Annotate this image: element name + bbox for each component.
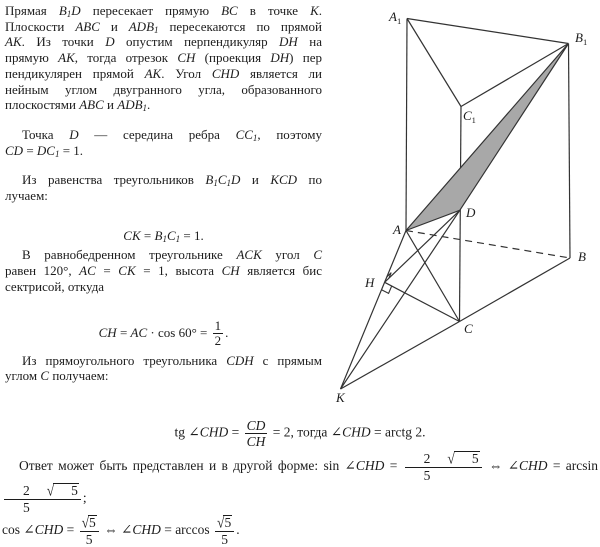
- text-run: пересекаются по прямой: [158, 18, 322, 34]
- text-run: . Из точки: [21, 34, 106, 50]
- text-run: .: [236, 522, 240, 538]
- math-var: CK: [123, 227, 141, 243]
- text-run: Плоскости: [5, 18, 76, 34]
- fraction: [215, 515, 234, 547]
- edge-b1-b: [569, 44, 571, 259]
- math-var: CHD: [132, 522, 161, 538]
- text-run: .: [225, 324, 229, 340]
- text-run: 2: [423, 451, 431, 467]
- text-run: 5: [423, 468, 431, 484]
- line-a-k: [341, 231, 407, 390]
- math-var: $CC_1$: [235, 126, 258, 143]
- text-run: =: [228, 424, 243, 440]
- text-run: углом: [5, 368, 41, 384]
- math-var: $B_1$: [205, 172, 218, 189]
- math-var: $B_1$: [154, 227, 167, 244]
- text-run: равен 120°,: [5, 263, 80, 279]
- text-run: по: [297, 172, 322, 188]
- vertex-label-C: C: [464, 321, 473, 336]
- text-run: 5: [23, 500, 30, 516]
- text-run: . Угол: [161, 65, 212, 81]
- edge-a1-c1: [407, 19, 461, 107]
- text-run: ⇔ ∠: [100, 522, 133, 538]
- math-var: K: [310, 3, 319, 18]
- text-run: в точке: [237, 3, 311, 18]
- text-run: Точка: [22, 126, 70, 142]
- math-var: C: [313, 247, 322, 263]
- paragraph: [2, 451, 598, 547]
- fraction: [4, 483, 81, 515]
- math-var: ABC: [75, 18, 100, 34]
- text-run: лучаем:: [5, 188, 48, 204]
- math-var: ACK: [236, 247, 262, 263]
- fraction: [80, 515, 99, 547]
- math-var: CH: [246, 434, 266, 450]
- text-run: пендикулярен прямой: [5, 65, 145, 81]
- edge-a1-b1: [407, 19, 569, 44]
- text-run: и: [240, 172, 271, 188]
- text-run: =: [140, 227, 155, 243]
- math-var: CHD: [519, 458, 548, 474]
- text-run: = arccos: [160, 522, 214, 538]
- text-run: 2: [23, 483, 30, 499]
- text-run: cos ∠: [2, 522, 35, 538]
- math-var: $C_1$: [166, 227, 181, 244]
- math-var: D: [69, 126, 79, 142]
- text-run: получаем:: [49, 368, 109, 384]
- vertex-label-H: H: [365, 275, 375, 290]
- math-var: CD: [246, 418, 266, 433]
- text-line: [2, 451, 598, 515]
- text-run: Прямая: [5, 3, 59, 18]
- text-run: на: [297, 34, 322, 50]
- square-root: √ 5: [46, 482, 78, 500]
- vertex-label-B1: $B_1$: [575, 30, 588, 47]
- text-run: .: [318, 3, 322, 18]
- math-var: KCD: [270, 172, 298, 188]
- math-var: D: [231, 172, 241, 188]
- text-run: =: [95, 263, 119, 279]
- math-var: CHD: [355, 458, 385, 474]
- bottom-formulas: [2, 410, 598, 547]
- line-c-k: [341, 322, 460, 390]
- text-run: = 2, тогда ∠: [269, 424, 343, 440]
- text-run: угол: [261, 247, 314, 263]
- square-root: √5: [81, 514, 96, 532]
- text-run: =: [384, 458, 403, 474]
- math-var: DH: [270, 50, 290, 66]
- text-line: [2, 515, 598, 547]
- text-run: пересекает прямую: [80, 3, 222, 18]
- vertex-label-A: A: [393, 222, 401, 237]
- text-run: Ответ может быть представлен и в другой форме: sin ∠: [19, 458, 356, 474]
- text-run: =: [116, 324, 131, 340]
- text-run: опустим перпендикуляр: [114, 34, 280, 50]
- text-run: является ли: [239, 65, 323, 81]
- text-run: tg ∠: [174, 424, 200, 440]
- math-var: CHD: [34, 522, 64, 538]
- text-run: прямую: [5, 50, 59, 66]
- fraction: [405, 451, 482, 483]
- square-root: √ 5: [447, 450, 479, 468]
- text-run: · cos 60° =: [147, 324, 211, 340]
- text-run: с прямым: [253, 352, 322, 368]
- text-run: 1: [214, 317, 222, 333]
- vertex-label-C1: $C_1$: [463, 108, 476, 125]
- math-var: CH: [98, 324, 117, 340]
- text-run: и: [99, 18, 129, 34]
- text-run: 5: [221, 531, 228, 547]
- vertex-label-A1: $A_1$: [389, 9, 402, 26]
- math-var: D: [105, 34, 115, 50]
- math-var: AC: [79, 263, 96, 279]
- vertex-label-K: K: [336, 390, 345, 405]
- math-var: CK: [118, 263, 136, 279]
- math-var: C: [40, 368, 50, 384]
- math-var: CHD: [342, 424, 371, 440]
- text-run: нейным углом двугранного угла, образованного: [5, 81, 322, 97]
- math-var: CHD: [211, 65, 240, 81]
- text-run: является бис: [239, 263, 322, 279]
- text-run: и: [103, 97, 118, 113]
- text-run: =: [23, 142, 37, 158]
- square-root: √5: [217, 514, 232, 532]
- text-run: (проекция: [195, 50, 271, 66]
- vertex-label-D: D: [466, 205, 476, 220]
- math-var: BC: [221, 3, 238, 18]
- math-var: CHD: [199, 424, 229, 440]
- text-run: ;: [82, 490, 87, 506]
- math-var: CD: [5, 142, 24, 158]
- text-run: = 1.: [180, 227, 204, 243]
- text-run: = arcsin: [547, 458, 599, 474]
- edge-a1-a: [406, 19, 407, 231]
- text-run: = 1, высота: [135, 263, 222, 279]
- math-var: ABC: [79, 97, 104, 113]
- shaded-triangle-adb1: [406, 44, 569, 231]
- math-var: AK: [144, 65, 162, 81]
- text-run: Из прямоугольного треугольника: [22, 352, 227, 368]
- math-var: CH: [221, 263, 240, 279]
- text-run: = 1.: [59, 142, 84, 158]
- text-run: 5: [85, 531, 93, 547]
- math-var: AK: [5, 34, 22, 50]
- math-var: $ADB_1$: [128, 18, 159, 35]
- text-run: Из равенства треугольников: [22, 172, 206, 188]
- edge-c1-b1: [461, 44, 569, 107]
- fraction: [245, 418, 268, 449]
- text-run: , поэтому: [257, 126, 323, 142]
- edge-b-c: [460, 258, 571, 322]
- math-var: CDH: [226, 352, 254, 368]
- text-run: ⇔ ∠: [483, 458, 520, 474]
- math-var: AK: [58, 50, 75, 66]
- text-run: сектрисой, откуда: [5, 278, 105, 294]
- text-run: .: [147, 97, 151, 113]
- math-var: $ADB_1$: [117, 97, 148, 114]
- math-var: D: [71, 3, 81, 18]
- text-run: , тогда отрезок: [74, 50, 178, 66]
- display-formula: [2, 418, 598, 449]
- text-run: В равнобедренном треугольнике: [22, 247, 237, 263]
- math-var: AC: [130, 324, 148, 340]
- text-run: = arctg 2.: [370, 424, 426, 440]
- text-run: 2: [214, 333, 222, 349]
- math-var: CH: [177, 50, 196, 66]
- math-var: $C_1$: [217, 172, 232, 189]
- text-run: =: [63, 522, 78, 538]
- edge-c1-c: [460, 107, 462, 322]
- text-run: ) пер: [289, 50, 322, 66]
- text-run: — середина ребра: [78, 126, 236, 142]
- vertex-label-B: B: [578, 249, 586, 264]
- math-var: DH: [279, 34, 298, 50]
- math-var: $B_1$: [58, 3, 72, 19]
- text-run: плоскостями: [5, 97, 80, 113]
- math-var: $DC_1$: [36, 142, 60, 159]
